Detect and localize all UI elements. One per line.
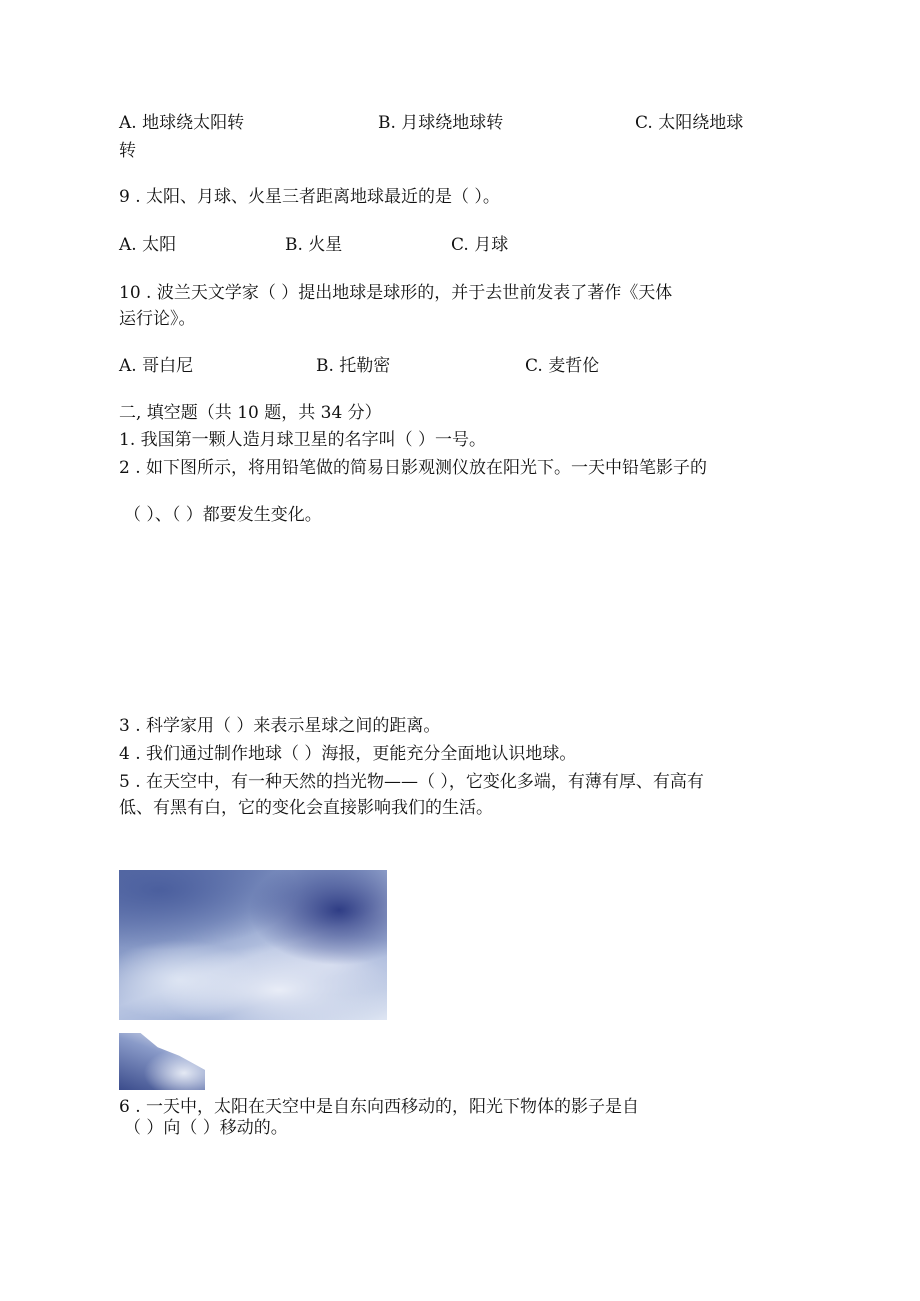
fill-question-1: 1. 我国第一颗人造月球卫星的名字叫（ ）一号。 bbox=[119, 430, 487, 450]
fill-question-2-line1: 2 . 如下图所示，将用铅笔做的简易日影观测仪放在阳光下。一天中铅笔影子的 bbox=[119, 458, 708, 478]
fill-question-2-line2: （ ）、（ ）都要发生变化。 bbox=[124, 505, 322, 525]
q10-option-a: A. 哥白尼 bbox=[119, 356, 194, 376]
cloud-image-fragment bbox=[119, 1033, 205, 1090]
fill-question-6-line1: 6 . 一天中，太阳在天空中是自东向西移动的，阳光下物体的影子是自 bbox=[119, 1097, 640, 1117]
q10-stem-line2: 运行论》。 bbox=[119, 309, 196, 329]
section-heading: 二, 填空题（共 10 题，共 34 分） bbox=[119, 403, 382, 423]
q9-option-c: C. 月球 bbox=[451, 235, 509, 255]
fill-question-3: 3 . 科学家用（ ）来表示星球之间的距离。 bbox=[119, 716, 441, 736]
q9-option-b: B. 火星 bbox=[285, 235, 343, 255]
q8-option-b: B. 月球绕地球转 bbox=[378, 113, 504, 133]
fill-question-6-line2: （ ）向（ ）移动的。 bbox=[124, 1118, 288, 1138]
q8-option-a: A. 地球绕太阳转 bbox=[119, 113, 245, 133]
fill-question-4: 4 . 我们通过制作地球（ ）海报，更能充分全面地认识地球。 bbox=[119, 744, 577, 764]
q9-stem: 9 . 太阳、月球、火星三者距离地球最近的是（ ）。 bbox=[119, 187, 500, 207]
fill-question-5-line1: 5 . 在天空中，有一种天然的挡光物——（ ），它变化多端，有薄有厚、有高有 bbox=[119, 772, 704, 792]
q10-option-c: C. 麦哲伦 bbox=[525, 356, 600, 376]
q10-option-b: B. 托勒密 bbox=[316, 356, 391, 376]
q10-stem-line1: 10 . 波兰天文学家（ ）提出地球是球形的，并于去世前发表了著作《天体 bbox=[119, 283, 673, 303]
q8-option-c-wrap: 转 bbox=[119, 141, 136, 161]
q9-option-a: A. 太阳 bbox=[119, 235, 177, 255]
cloud-image bbox=[119, 870, 387, 1020]
fill-question-5-line2: 低、有黑有白，它的变化会直接影响我们的生活。 bbox=[119, 798, 493, 818]
q8-option-c: C. 太阳绕地球 bbox=[635, 113, 744, 133]
